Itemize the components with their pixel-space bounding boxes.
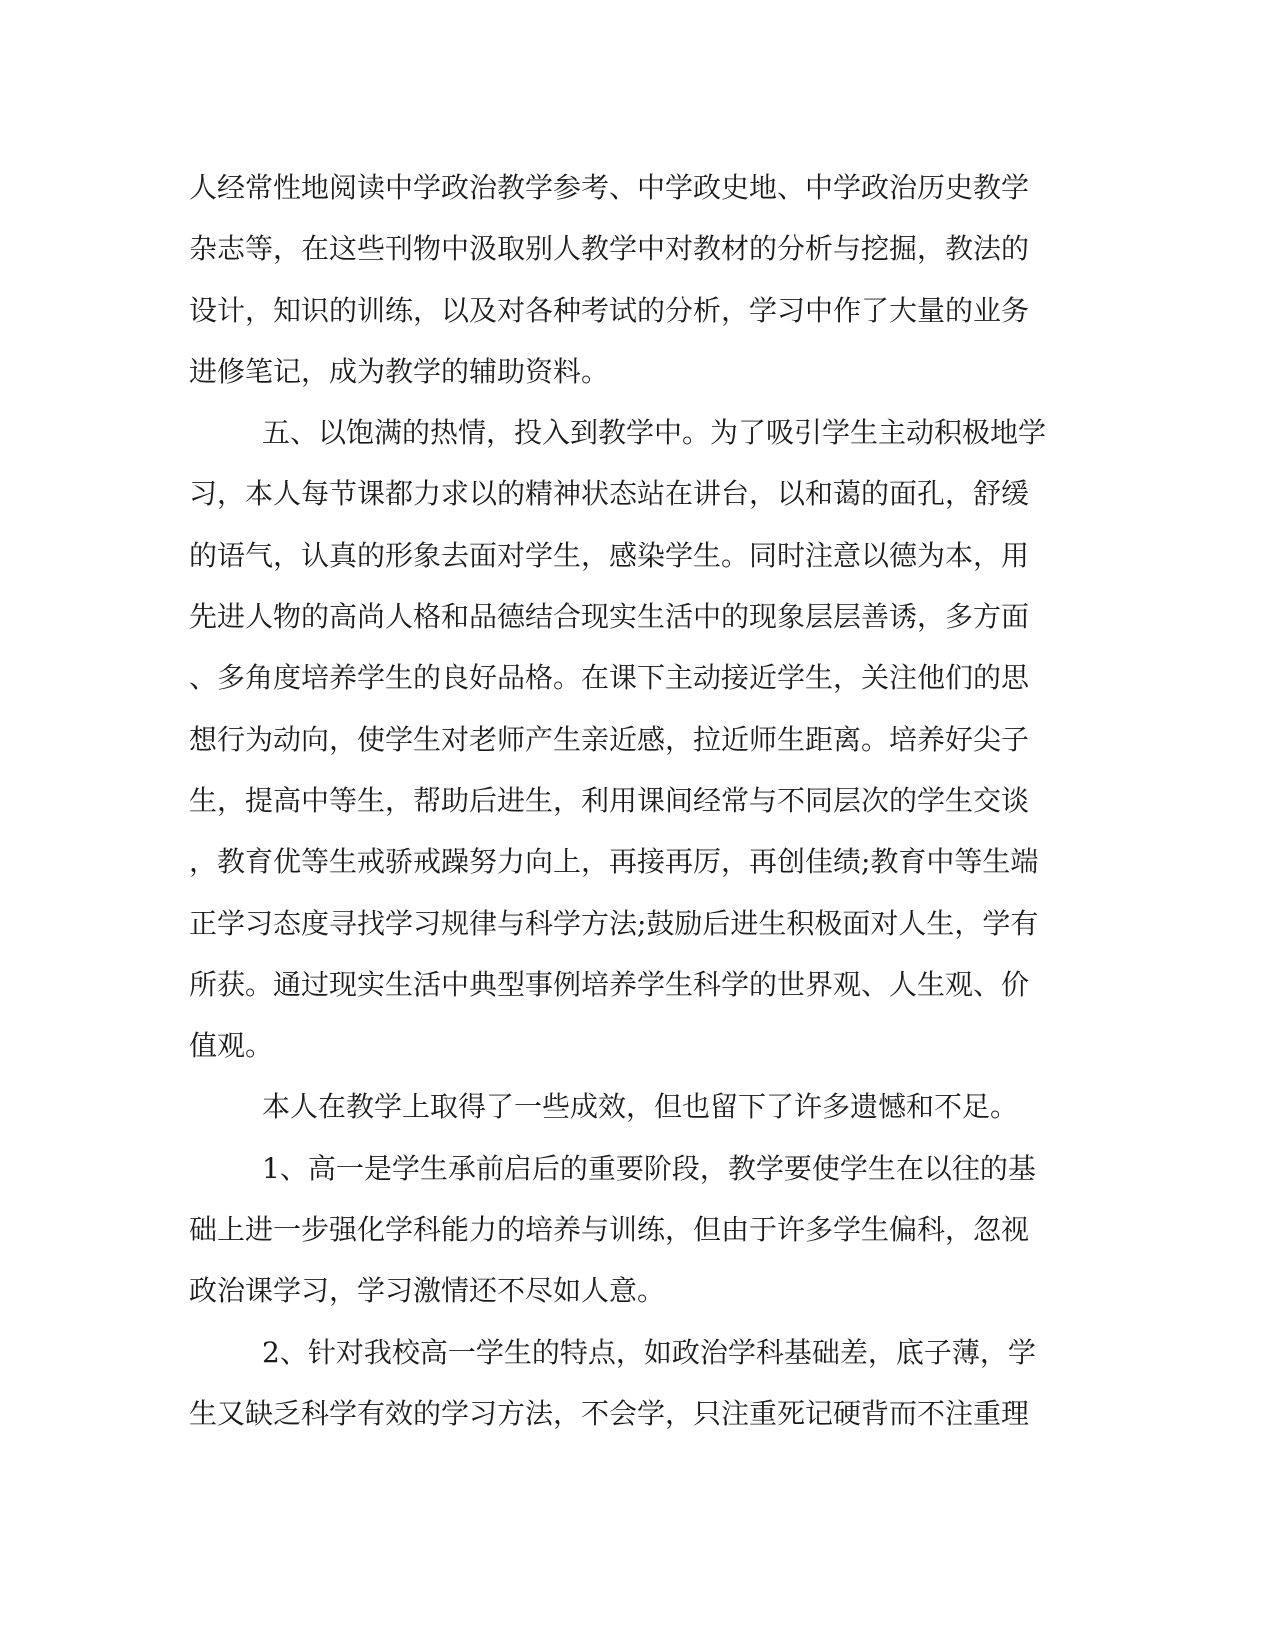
body-text xyxy=(189,157,1079,1444)
text-line: 所获。通过现实生活中典型事例培养学生科学的世界观、人生观、价 xyxy=(189,967,1030,1001)
text-line: 习，本人每节课都力求以的精神状态站在讲台，以和蔼的面孔，舒缓 xyxy=(189,477,1030,511)
text-line: 值观。 xyxy=(189,1029,274,1063)
text-line: 进修笔记，成为教学的辅助资料。 xyxy=(189,354,610,388)
text-line: 人经常性地阅读中学政治教学参考、中学政史地、中学政治历史教学 xyxy=(189,171,1030,204)
text-line: 先进人物的高尚人格和品德结合现实生活中的现象层层善诱，多方面 xyxy=(189,600,1030,634)
text-line: 生又缺乏科学有效的学习方法，不会学，只注重死记硬背而不注重理 xyxy=(189,1396,1030,1430)
text-line: 、多角度培养学生的良好品格。在课下主动接近学生，关注他们的思 xyxy=(189,661,1030,695)
text-line: 政治课学习，学习激情还不尽如人意。 xyxy=(189,1274,666,1308)
text-line: 杂志等，在这些刊物中汲取别人教学中对教材的分析与挖掘，教法的 xyxy=(189,232,1030,266)
text-line: 础上进一步强化学科能力的培养与训练，但由于许多学生偏科，忽视 xyxy=(189,1213,1030,1247)
paragraph-start-line: 本人在教学上取得了一些成效，但也留下了许多遗憾和不足。 xyxy=(262,1090,1019,1124)
text-line: 正学习态度寻找学习规律与科学方法;鼓励后进生积极面对人生，学有 xyxy=(189,906,1039,940)
paragraph-start-line: 1、高一是学生承前启后的重要阶段，教学要使学生在以往的基 xyxy=(262,1151,1036,1185)
text-line: 的语气，认真的形象去面对学生，感染学生。同时注意以德为本，用 xyxy=(189,538,1030,572)
paragraph-start-line: 2、针对我校高一学生的特点，如政治学科基础差，底子薄，学 xyxy=(262,1335,1036,1369)
text-line: 设计，知识的训练，以及对各种考试的分析，学习中作了大量的业务 xyxy=(189,293,1030,327)
text-line: 想行为动向，使学生对老师产生亲近感，拉近师生距离。培养好尖子 xyxy=(189,722,1030,756)
text-line: 生，提高中等生，帮助后进生，利用课间经常与不同层次的学生交谈 xyxy=(189,783,1030,817)
text-line: ，教育优等生戒骄戒躁努力向上，再接再厉，再创佳绩;教育中等生端 xyxy=(189,845,1039,879)
paragraph-start-line: 五、以饱满的热情，投入到教学中。为了吸引学生主动积极地学 xyxy=(262,416,1047,450)
